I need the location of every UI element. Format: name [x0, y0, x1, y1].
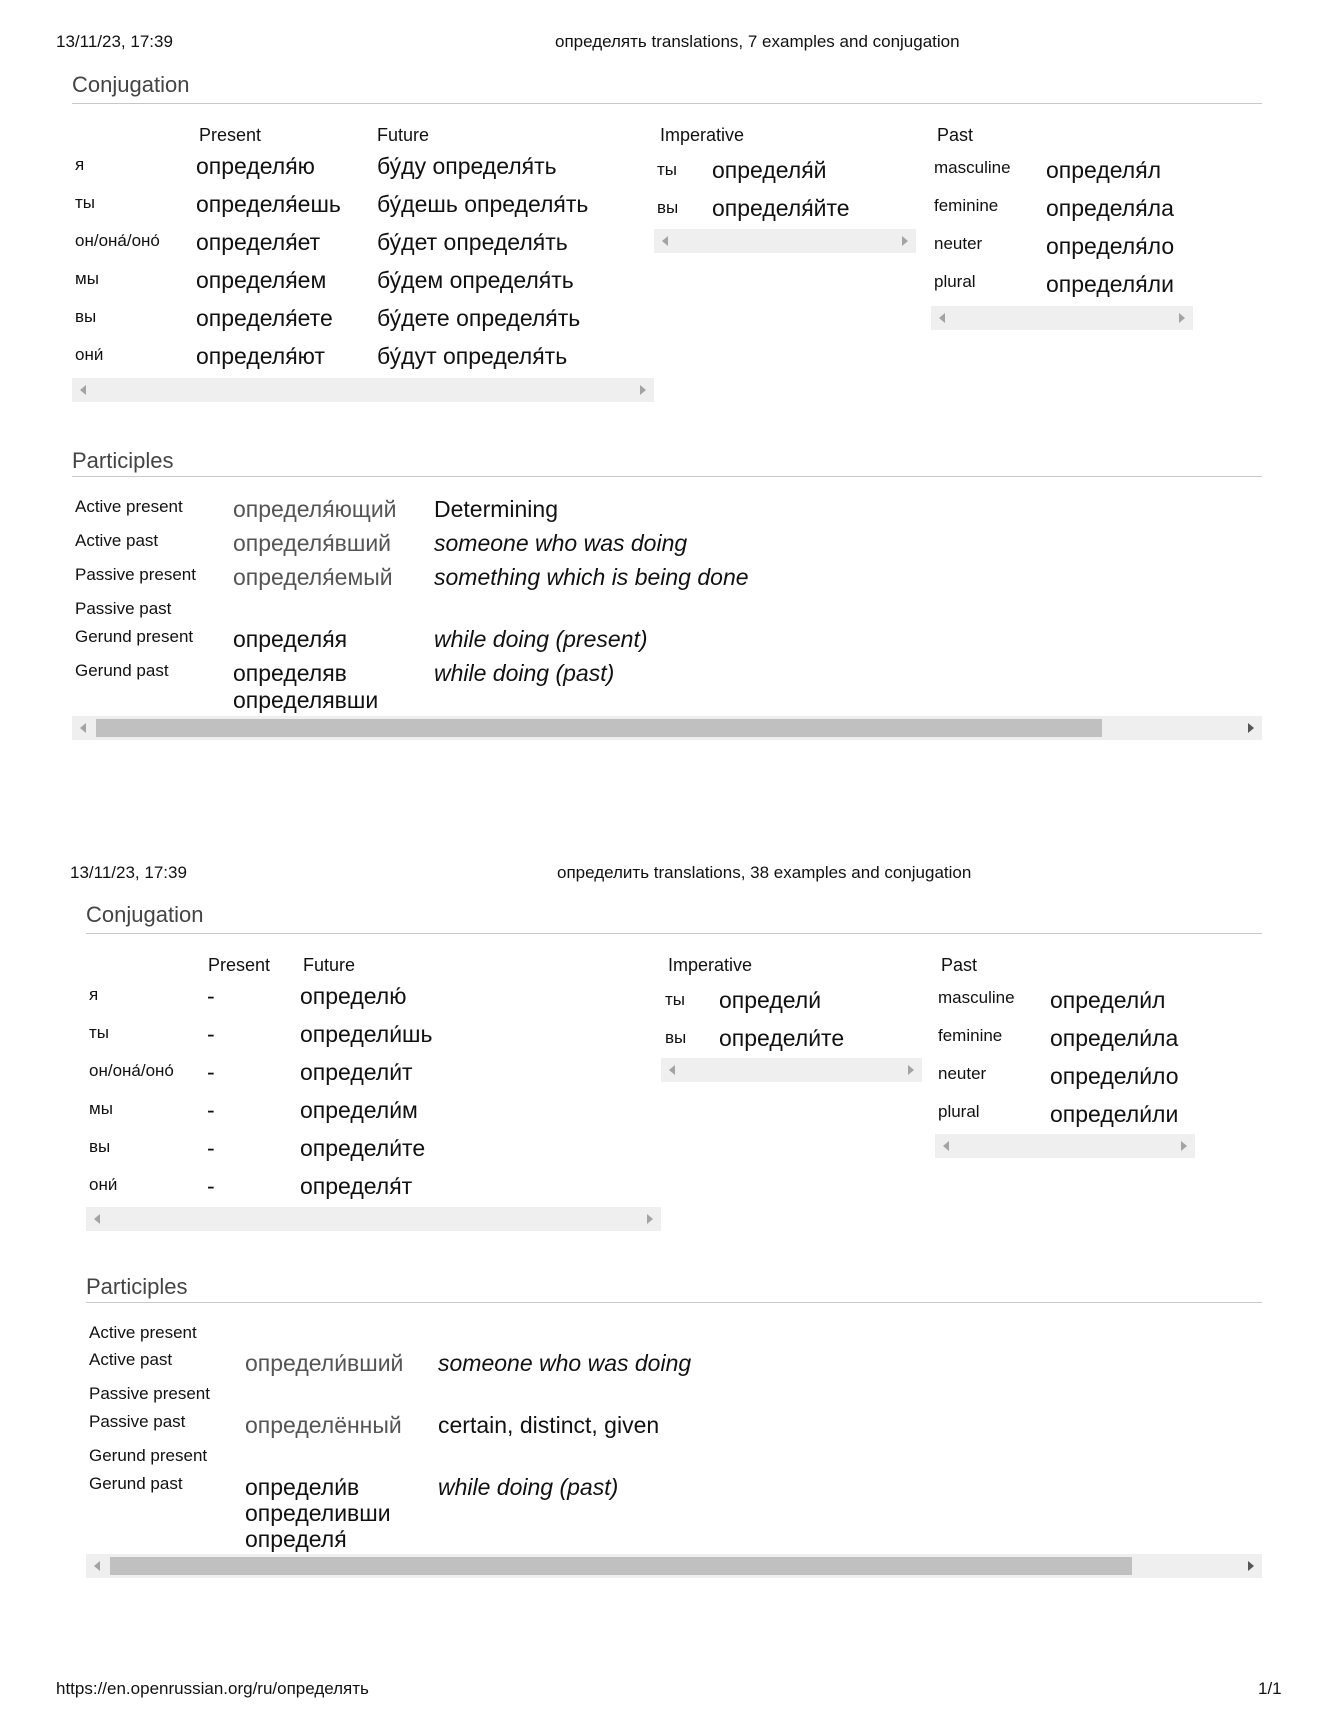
participles-scrollbar[interactable]	[72, 716, 1262, 740]
past-form: определи́ло	[1050, 1063, 1179, 1089]
future-form: бу́дете определя́ть	[377, 305, 581, 331]
past-gender-label: plural	[938, 1102, 980, 1121]
past-gender-label: feminine	[934, 196, 999, 215]
participle-translation: certain, distinct, given	[438, 1412, 660, 1438]
pronoun-my: мы	[75, 269, 99, 288]
present-form: -	[207, 1059, 215, 1085]
future-form: бу́дем определя́ть	[377, 267, 574, 293]
pronoun-vy: вы	[89, 1137, 111, 1156]
participle-label: Passive past	[75, 599, 172, 618]
participles-scrollbar[interactable]	[86, 1554, 1262, 1578]
past-column-header: Past	[937, 125, 974, 145]
present-form: определя́ете	[196, 305, 333, 331]
participle-form: определённый	[245, 1412, 402, 1438]
participle-form: определя́ющий	[233, 496, 397, 522]
imperative-column-header: Imperative	[668, 955, 753, 975]
present-form: -	[207, 1135, 215, 1161]
pronoun-oni: они́	[89, 1175, 118, 1194]
past-column-header: Past	[941, 955, 978, 975]
participle-label: Active present	[89, 1323, 197, 1342]
past-scrollbar[interactable]	[935, 1134, 1195, 1158]
scrollbar-thumb[interactable]	[96, 719, 1102, 737]
past-form: определя́л	[1046, 157, 1162, 183]
participle-translation: while doing (past)	[438, 1474, 619, 1500]
participle-label: Active past	[89, 1350, 173, 1369]
pronoun-ya: я	[89, 985, 99, 1004]
participles-heading: Participles	[86, 1274, 188, 1299]
participle-label: Gerund past	[89, 1474, 183, 1493]
past-form: определя́ли	[1046, 271, 1174, 297]
participle-label: Passive past	[89, 1412, 186, 1431]
past-gender-label: plural	[934, 272, 976, 291]
heading-divider	[86, 1302, 1262, 1303]
imperative-scrollbar[interactable]	[661, 1058, 922, 1082]
future-form: определи́те	[300, 1135, 426, 1161]
participle-form: определя́я	[233, 626, 348, 652]
scrollbar-thumb[interactable]	[110, 1557, 1132, 1575]
present-form: -	[207, 983, 215, 1009]
print-page-title: определять translations, 7 examples and conjugation	[555, 32, 960, 51]
participle-label: Active present	[75, 497, 183, 516]
present-form: определя́ют	[196, 343, 325, 369]
future-form: бу́дешь определя́ть	[377, 191, 589, 217]
conjugation-heading: Conjugation	[86, 902, 204, 927]
participle-label: Gerund present	[89, 1446, 208, 1465]
imperative-pronoun: вы	[657, 198, 679, 217]
heading-divider	[86, 933, 1262, 934]
pronoun-ty: ты	[75, 193, 96, 212]
scroll-left-icon[interactable]	[943, 1141, 949, 1151]
imperative-pronoun: ты	[657, 160, 678, 179]
present-form: определя́ет	[196, 229, 321, 255]
pronoun-my: мы	[89, 1099, 113, 1118]
pronoun-ty: ты	[89, 1023, 110, 1042]
conjugation-heading: Conjugation	[72, 72, 190, 97]
imperative-form: определя́йте	[712, 195, 850, 221]
participle-form-alt: определивши	[245, 1500, 391, 1526]
participle-translation: something which is being done	[434, 564, 749, 590]
past-form: определя́ла	[1046, 195, 1174, 221]
participle-translation: while doing (present)	[434, 626, 648, 652]
conjugation-scrollbar[interactable]	[72, 378, 654, 402]
future-column-header: Future	[303, 955, 356, 975]
print-url: https://en.openrussian.org/ru/определять	[56, 1679, 369, 1698]
future-form: определи́т	[300, 1059, 413, 1085]
present-form: определя́ю	[196, 153, 315, 179]
participle-form-alt: определя́	[245, 1526, 347, 1552]
participle-form: определя́вший	[233, 530, 392, 556]
future-form: определи́шь	[300, 1021, 433, 1047]
scroll-left-icon[interactable]	[662, 236, 668, 246]
participle-form: определяв	[233, 660, 347, 686]
participle-translation: someone who was doing	[438, 1350, 692, 1376]
present-form: -	[207, 1173, 215, 1199]
present-form: -	[207, 1097, 215, 1123]
imperative-form: определя́й	[712, 157, 827, 183]
past-gender-label: masculine	[938, 988, 1015, 1007]
past-gender-label: masculine	[934, 158, 1011, 177]
past-form: определи́ли	[1050, 1101, 1179, 1127]
scroll-right-icon[interactable]	[1181, 1141, 1187, 1151]
present-form: определя́ем	[196, 267, 327, 293]
scroll-right-icon[interactable]	[908, 1065, 914, 1075]
participle-label: Active past	[75, 531, 159, 550]
scroll-left-icon[interactable]	[94, 1214, 100, 1224]
pronoun-vy: вы	[75, 307, 97, 326]
past-form: определи́ла	[1050, 1025, 1179, 1051]
heading-divider	[72, 476, 1262, 477]
past-form: определи́л	[1050, 987, 1166, 1013]
past-gender-label: feminine	[938, 1026, 1003, 1045]
print-timestamp: 13/11/23, 17:39	[56, 32, 173, 51]
participle-form-alt: определявши	[233, 687, 379, 713]
conjugation-scrollbar[interactable]	[86, 1207, 661, 1231]
scroll-left-icon[interactable]	[80, 385, 86, 395]
heading-divider	[72, 103, 1262, 104]
present-column-header: Present	[199, 125, 262, 145]
participle-translation: someone who was doing	[434, 530, 688, 556]
participles-heading: Participles	[72, 448, 174, 473]
imperative-pronoun: вы	[665, 1028, 687, 1047]
future-form: определи́м	[300, 1097, 418, 1123]
scroll-right-icon[interactable]	[902, 236, 908, 246]
scroll-right-icon[interactable]	[1248, 1561, 1254, 1571]
future-form: бу́дет определя́ть	[377, 229, 568, 255]
imperative-column-header: Imperative	[660, 125, 745, 145]
future-column-header: Future	[377, 125, 430, 145]
participle-form: определя́емый	[233, 564, 393, 590]
page-timestamp: 13/11/23, 17:39	[70, 863, 187, 882]
future-form: определя́т	[300, 1173, 413, 1199]
future-form: определю́	[300, 983, 407, 1009]
participle-label: Gerund past	[75, 661, 169, 680]
imperative-scrollbar[interactable]	[654, 229, 916, 253]
participle-form: определи́вший	[245, 1350, 404, 1376]
imperative-form: определи́те	[719, 1025, 845, 1051]
scroll-left-icon[interactable]	[80, 723, 86, 733]
imperative-form: определи́	[719, 987, 822, 1013]
present-form: -	[207, 1021, 215, 1047]
scroll-left-icon[interactable]	[939, 313, 945, 323]
participle-form: определи́в	[245, 1474, 360, 1500]
scroll-right-icon[interactable]	[647, 1214, 653, 1224]
imperative-pronoun: ты	[665, 990, 686, 1009]
future-form: бу́ду определя́ть	[377, 153, 557, 179]
scroll-right-icon[interactable]	[1179, 313, 1185, 323]
participle-translation: Determining	[434, 496, 558, 522]
past-gender-label: neuter	[938, 1064, 987, 1083]
scroll-right-icon[interactable]	[1248, 723, 1254, 733]
pronoun-on-ona-ono: он/она́/оно́	[89, 1061, 174, 1080]
future-form: бу́дут определя́ть	[377, 343, 568, 369]
print-page-number: 1/1	[1258, 1679, 1282, 1698]
present-form: определя́ешь	[196, 191, 341, 217]
pronoun-on-ona-ono: он/она́/оно́	[75, 231, 160, 250]
past-form: определя́ло	[1046, 233, 1175, 259]
present-column-header: Present	[208, 955, 271, 975]
participle-label: Gerund present	[75, 627, 194, 646]
scroll-right-icon[interactable]	[640, 385, 646, 395]
page-title: определить translations, 38 examples and conjugation	[557, 863, 972, 882]
pronoun-ya: я	[75, 155, 85, 174]
scroll-left-icon[interactable]	[94, 1561, 100, 1571]
scroll-left-icon[interactable]	[669, 1065, 675, 1075]
pronoun-oni: они́	[75, 345, 104, 364]
participle-translation: while doing (past)	[434, 660, 615, 686]
past-gender-label: neuter	[934, 234, 983, 253]
past-scrollbar[interactable]	[931, 306, 1193, 330]
participle-label: Passive present	[89, 1384, 210, 1403]
participle-label: Passive present	[75, 565, 196, 584]
